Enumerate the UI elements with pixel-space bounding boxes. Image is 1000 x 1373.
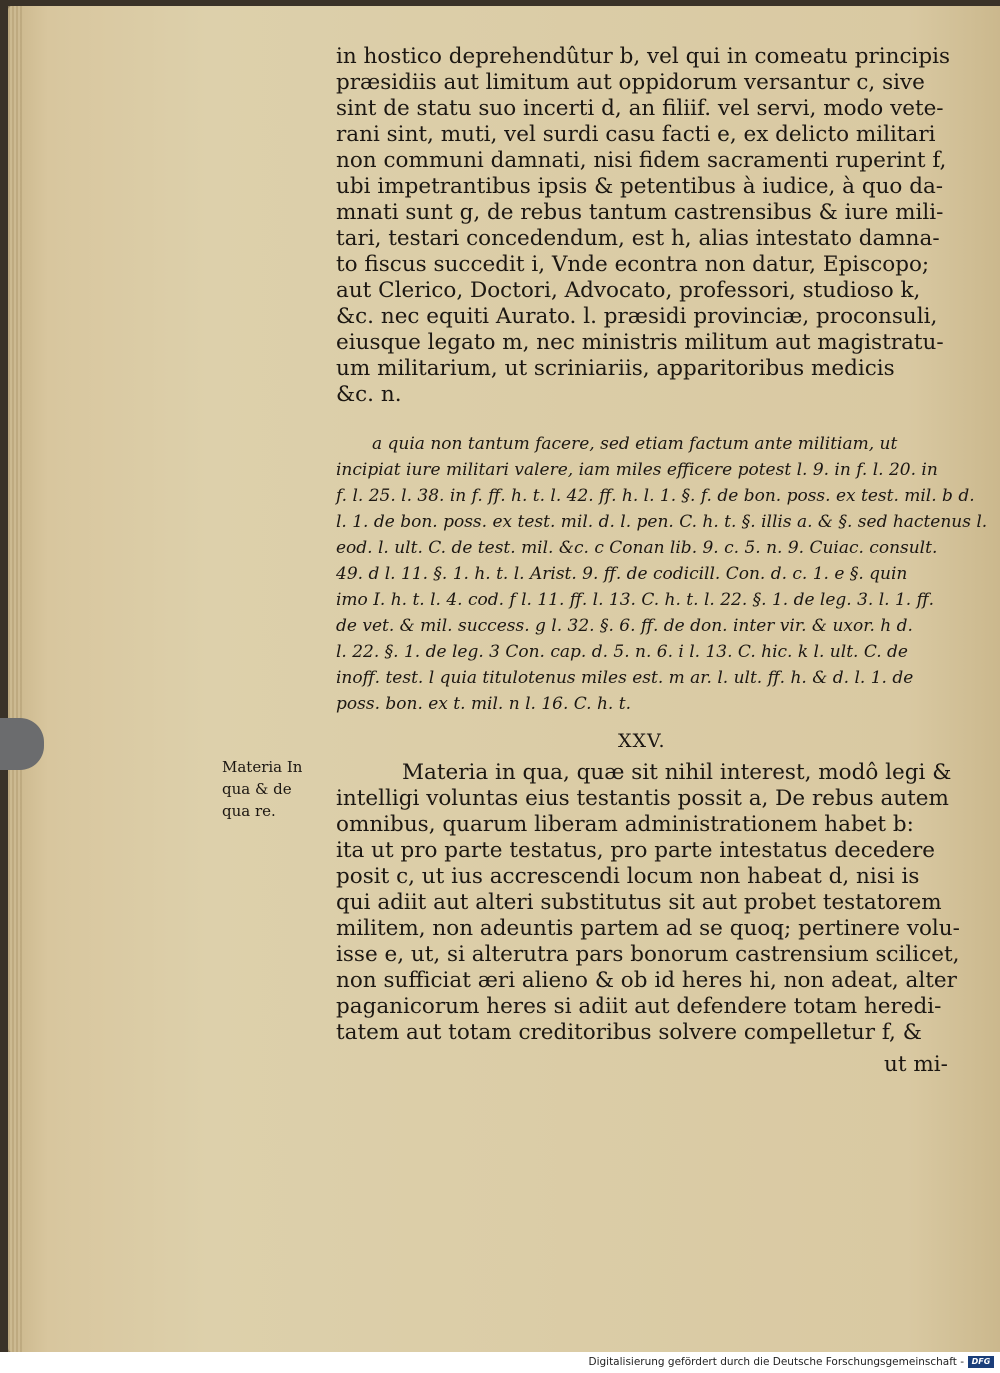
text-line: paganicorum heres si adiit aut defendere totam heredi- [336,994,942,1019]
dfg-logo: DFG [968,1356,994,1368]
text-line: rani sint, muti, vel surdi casu facti e, ex delicto militari [336,122,936,147]
text-line: intelligi voluntas eius testantis possit a, De rebus autem [336,786,949,811]
footnote-line: 49. d l. 11. §. 1. h. t. l. Arist. 9. ff. de codicill. Con. d. c. 1. e §. quin [336,564,908,584]
footnote-line: incipiat iure militari valere, iam miles efficere potest l. 9. in f. l. 20. in [336,460,938,480]
margin-note-line: Materia In [222,758,303,776]
text-line: Materia in qua, quæ sit nihil interest, modô legi & [402,760,952,785]
text-line: &c. n. [336,382,402,407]
text-line: omnibus, quarum liberam administrationem habet b: [336,812,914,837]
text-line: um militarium, ut scriniariis, apparitoribus medicis [336,356,895,381]
page-tab-marker [0,718,44,770]
footer-bar [0,1352,1000,1373]
text-line: non sufficiat æri alieno & ob id heres hi, non adeat, alter [336,968,957,993]
footnote-line: l. 22. §. 1. de leg. 3 Con. cap. d. 5. n. 6. i l. 13. C. hic. k l. ult. C. de [336,642,908,662]
footnote-line: de vet. & mil. success. g l. 32. §. 6. ff. de don. inter vir. & uxor. h d. [336,616,913,636]
footer-credit: Digitalisierung gefördert durch die Deutsche Forschungsgemeinschaft - [588,1356,964,1368]
text-line: qui adiit aut alteri substitutus sit aut probet testatorem [336,890,942,915]
text-line: in hostico deprehendûtur b, vel qui in comeatu principis [336,44,951,69]
text-line: isse e, ut, si alterutra pars bonorum castrensium scilicet, [336,942,960,967]
text-line: &c. nec equiti Aurato. l. præsidi provinciæ, proconsuli, [336,304,938,329]
text-line: ita ut pro parte testatus, pro parte intestatus decedere [336,838,935,863]
text-line: posit c, ut ius accrescendi locum non habeat d, nisi is [336,864,920,889]
text-line: tatem aut totam creditoribus solvere compelletur f, & [336,1020,922,1045]
footnote-line: eod. l. ult. C. de test. mil. &c. c Conan lib. 9. c. 5. n. 9. Cuiac. consult. [336,538,938,558]
section-heading: XXV. [618,730,666,752]
text-line: ubi impetrantibus ipsis & petentibus à iudice, à quo da- [336,174,944,199]
footnote-line: inoff. test. l quia titulotenus miles est. m ar. l. ult. ff. h. & d. l. 1. de [336,668,914,688]
text-line: præsidiis aut limitum aut oppidorum versantur c, sive [336,70,925,95]
text-line: sint de statu suo incerti d, an filiif. vel servi, modo vete- [336,96,944,121]
text-line: militem, non adeuntis partem ad se quoq; pertinere volu- [336,916,960,941]
page-edge [8,6,22,1352]
margin-note [222,756,332,822]
margin-note-line: qua & de [222,780,292,798]
footnote-line: poss. bon. ex t. mil. n l. 16. C. h. t. [336,694,631,714]
text-line: to fiscus succedit i, Vnde econtra non datur, Episcopo; [336,252,930,277]
footnote-line: l. 1. de bon. poss. ex test. mil. d. l. pen. C. h. t. §. illis a. & §. sed hactenus l. [336,512,988,532]
margin-note-line: qua re. [222,802,276,820]
footnote-line: imo I. h. t. l. 4. cod. f l. 11. ff. l. 13. C. h. t. l. 22. §. 1. de leg. 3. l. 1. ff. [336,590,935,610]
text-line: tari, testari concedendum, est h, alias intestato damna- [336,226,940,251]
footnote-line: a quia non tantum facere, sed etiam factum ante militiam, ut [372,434,898,454]
text-line: eiusque legato m, nec ministris militum aut magistratu- [336,330,944,355]
footnote-line: f. l. 25. l. 38. in f. ff. h. t. l. 42. ff. h. l. 1. §. f. de bon. poss. ex test. mil. b d. [336,486,975,506]
text-line: mnati sunt g, de rebus tantum castrensibus & iure mili- [336,200,944,225]
text-line: non communi damnati, nisi fidem sacramenti ruperint f, [336,148,947,173]
catchword: ut mi- [884,1052,948,1077]
text-line: aut Clerico, Doctori, Advocato, professori, studioso k, [336,278,921,303]
